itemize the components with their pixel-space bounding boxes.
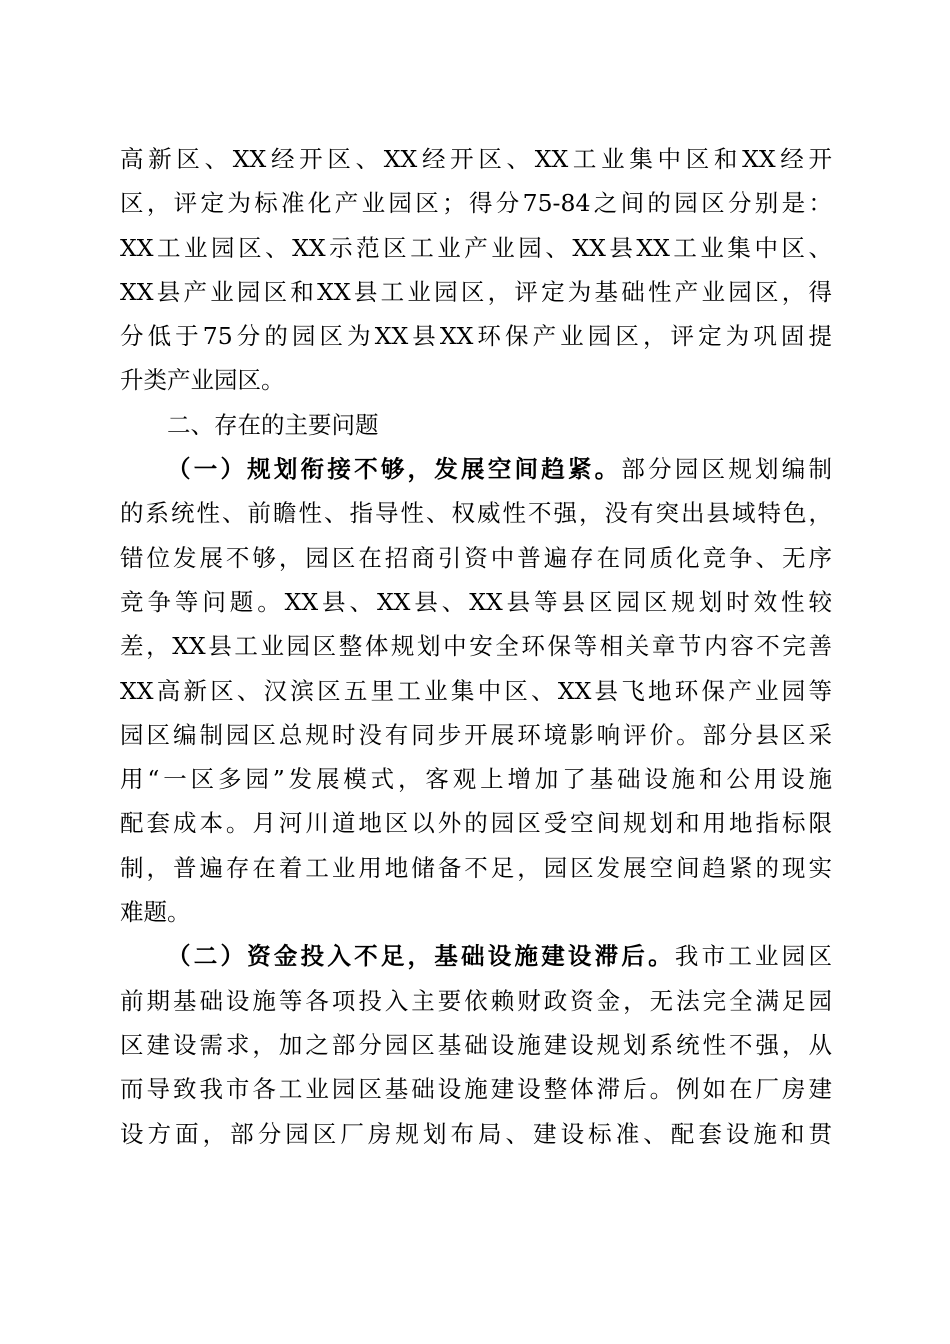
text-line: 园区编制园区总规时没有同步开展环境影响评价。部分县区采 — [120, 720, 832, 749]
text-line: XX工业园区、XX示范区工业产业园、XX县XX工业集中区、 — [120, 233, 832, 262]
paragraph-lead: （一）规划衔接不够，发展空间趋紧。 — [167, 455, 622, 484]
text-line: 而导致我市各工业园区基础设施建设整体滞后。例如在厂房建 — [120, 1075, 832, 1104]
text-line: 前期基础设施等各项投入主要依赖财政资金，无法完全满足园 — [120, 986, 832, 1015]
paragraph-lead-rest: 部分园区规划编制 — [621, 455, 833, 484]
text-line: 用“一区多园”发展模式，客观上增加了基础设施和公用设施 — [120, 765, 832, 794]
paragraph-funding-issue — [120, 934, 832, 1155]
text-line: XX县产业园区和XX县工业园区，评定为基础性产业园区，得 — [120, 277, 832, 306]
text-line: 区建设需求，加之部分园区基础设施建设规划系统性不强，从 — [120, 1030, 832, 1059]
paragraph-results — [120, 137, 832, 403]
text-line-first — [120, 447, 832, 491]
document-body — [120, 137, 832, 1156]
text-line: 升类产业园区。 — [120, 366, 285, 395]
text-line: 竞争等问题。XX县、XX县、XX县等县区园区规划时效性较 — [120, 587, 832, 616]
text-line-first — [120, 934, 832, 978]
section-heading: 二、存在的主要问题 — [167, 410, 379, 439]
text-line: 的系统性、前瞻性、指导性、权威性不强，没有突出县域特色， — [120, 499, 832, 528]
text-line: 差，XX县工业园区整体规划中安全环保等相关章节内容不完善 — [120, 632, 832, 661]
text-line: XX高新区、汉滨区五里工业集中区、XX县飞地环保产业园等 — [120, 676, 832, 705]
text-line: 区，评定为标准化产业园区；得分75-84之间的园区分别是： — [120, 189, 832, 218]
text-line: 分低于75分的园区为XX县XX环保产业园区，评定为巩固提 — [120, 322, 832, 351]
paragraph-lead: （二）资金投入不足，基础设施建设滞后。 — [167, 942, 675, 971]
text-line: 高新区、XX经开区、XX经开区、XX工业集中区和XX经开 — [120, 145, 832, 173]
paragraph-lead-rest: 我市工业园区 — [674, 942, 833, 971]
text-line: 错位发展不够，园区在招商引资中普遍存在同质化竞争、无序 — [120, 543, 832, 572]
text-line: 设方面，部分园区厂房规划布局、建设标准、配套设施和贯 — [120, 1119, 832, 1148]
text-line: 制，普遍存在着工业用地储备不足，园区发展空间趋紧的现实 — [120, 853, 832, 882]
paragraph-planning-issue — [120, 447, 832, 934]
text-line: 难题。 — [120, 898, 191, 927]
text-line: 配套成本。月河川道地区以外的园区受空间规划和用地指标限 — [120, 809, 832, 838]
